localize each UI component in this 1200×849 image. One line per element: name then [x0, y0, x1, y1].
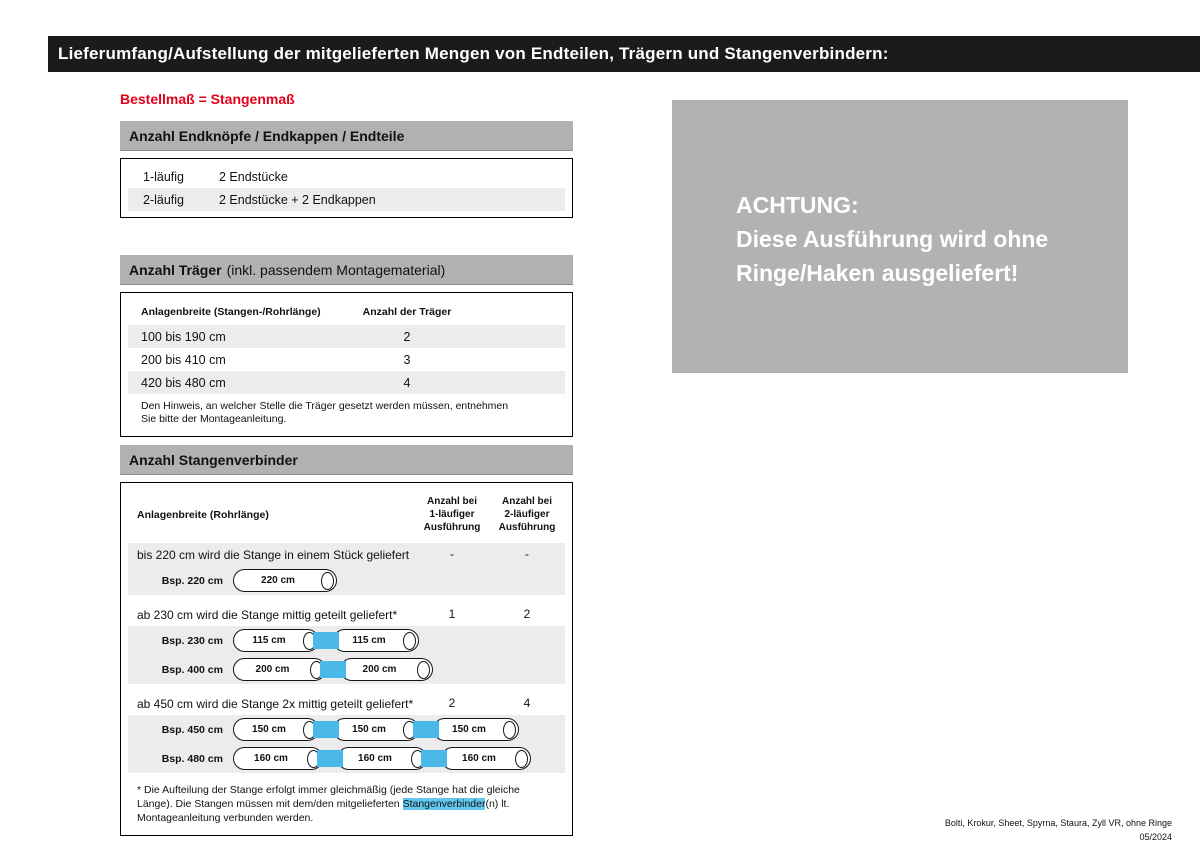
row-count: 2 [403, 329, 411, 344]
table-row [128, 188, 565, 211]
page-title: Lieferumfang/Aufstellung der mitgelieferten Mengen von Endteilen, Trägern und Stangenverbindern: [58, 44, 889, 63]
footnote-text: * Die Aufteilung der Stange erfolgt immer gleichmäßig (jede Stange hat die gleiche Länge). Die Stangen müssen mit dem/den mitgelieferten [137, 784, 520, 810]
row-value: 2 Endstücke [219, 169, 288, 184]
example-band [128, 626, 565, 684]
example-label: Bsp. 220 cm [161, 574, 223, 587]
order-size-note: Bestellmaß = Stangenmaß [120, 91, 295, 107]
example-label: Bsp. 450 cm [161, 723, 223, 736]
connector-group-3 [128, 692, 565, 773]
section-connectors-header [120, 445, 573, 475]
count-2laufig: - [525, 547, 529, 561]
row-range: 100 bis 190 cm [141, 329, 226, 344]
rod-diagram [233, 569, 337, 592]
example-row [128, 715, 565, 744]
column-header-count: Anzahl der Träger [362, 306, 452, 318]
group-description-row [128, 692, 565, 715]
rod-segment [340, 658, 433, 681]
rod-segment [233, 658, 326, 681]
count-1laufig: - [450, 547, 454, 561]
count-1laufig: 1 [448, 607, 456, 621]
rod-segment-label: 115 cm [252, 635, 286, 646]
example-row [128, 655, 565, 684]
section-brackets-header [120, 255, 573, 285]
table-row [128, 371, 565, 394]
column-header-2laufig: Anzahl bei 2-läufiger Ausführung [498, 496, 556, 533]
section-endpieces-title: Anzahl Endknöpfe / Endkappen / Endteile [129, 127, 405, 144]
connector-group-2 [128, 603, 565, 684]
rod-end-cap-icon [417, 661, 430, 679]
footnote-text: (n) lt. Montageanleitung verbunden werden. [137, 798, 510, 824]
connector-group-1 [128, 543, 565, 595]
attention-line: ACHTUNG: [736, 192, 859, 218]
rod-connector-icon [320, 661, 346, 678]
example-band [128, 715, 565, 773]
count-1laufig: 2 [448, 696, 456, 710]
group-description-row [128, 603, 565, 626]
rod-diagram [233, 658, 433, 681]
table-row [128, 325, 565, 348]
rod-diagram [233, 747, 531, 770]
rod-segment [337, 747, 427, 770]
rod-segment-label: 160 cm [358, 753, 392, 764]
section-brackets-table [120, 292, 573, 437]
column-header-width: Anlagenbreite (Stangen-/Rohrlänge) [141, 306, 321, 318]
rod-segment-label: 150 cm [452, 724, 486, 735]
brackets-note: Den Hinweis, an welcher Stelle die Träger gesetzt werden müssen, entnehmen Sie bitte der Montageanleitung. [141, 400, 509, 425]
group-description-row [128, 543, 565, 566]
row-value: 2 Endstücke + 2 Endkappen [219, 192, 376, 207]
rod-segment [233, 747, 323, 770]
count-2laufig: 4 [523, 696, 531, 710]
rod-connector-icon [413, 721, 439, 738]
group-description: ab 450 cm wird die Stange 2x mittig geteilt geliefert* [137, 696, 414, 711]
rod-connector-icon [317, 750, 343, 767]
connectors-footnote [128, 773, 565, 829]
footer-date: 05/2024 [1139, 832, 1172, 842]
rod-end-cap-icon [321, 572, 334, 590]
example-row [128, 744, 565, 773]
rod-segment-label: 200 cm [362, 664, 397, 675]
rod-connector-icon [313, 632, 339, 649]
section-brackets-title: Anzahl Träger [129, 261, 222, 278]
example-label: Bsp. 480 cm [161, 752, 223, 765]
example-row [128, 626, 565, 655]
rod-segment-label: 220 cm [261, 575, 295, 586]
row-count: 3 [403, 352, 411, 367]
rod-connector-icon [421, 750, 447, 767]
table-header-row [128, 489, 565, 543]
group-description: bis 220 cm wird die Stange in einem Stück geliefert [137, 547, 410, 562]
table-header-row [128, 299, 565, 325]
row-label: 1-läufig [143, 169, 184, 184]
column-header-1laufig: Anzahl bei 1-läufiger Ausführung [423, 496, 481, 533]
example-row [128, 566, 565, 595]
rod-end-cap-icon [503, 721, 516, 739]
section-endpieces-header [120, 121, 573, 151]
row-count: 4 [403, 375, 411, 390]
example-label: Bsp. 400 cm [161, 663, 223, 676]
rod-segment-label: 160 cm [462, 753, 496, 764]
column-header-width: Anlagenbreite (Rohrlänge) [137, 509, 269, 521]
row-label: 2-läufig [143, 192, 184, 207]
attention-line: Diese Ausführung wird ohne [736, 226, 1049, 252]
row-range: 200 bis 410 cm [141, 352, 226, 367]
rod-connector-icon [313, 721, 339, 738]
count-2laufig: 2 [523, 607, 531, 621]
rod-segment-label: 150 cm [252, 724, 286, 735]
table-row [128, 165, 565, 188]
section-connectors-table [120, 482, 573, 836]
rod-segment-label: 150 cm [352, 724, 386, 735]
rod-segment [233, 718, 319, 741]
rod-segment [233, 629, 319, 652]
rod-segment [333, 629, 419, 652]
rod-segment [441, 747, 531, 770]
rod-segment-label: 200 cm [255, 664, 290, 675]
attention-line: Ringe/Haken ausgeliefert! [736, 260, 1019, 286]
footnote-highlight: Stangenverbinder [402, 798, 486, 810]
attention-box [672, 100, 1128, 373]
rod-end-cap-icon [515, 750, 528, 768]
rod-segment-label: 160 cm [254, 753, 288, 764]
footer-models: Bolti, Krokur, Sheet, Spyrna, Staura, Zyll VR, ohne Ringe [944, 818, 1172, 828]
rod-segment-label: 115 cm [352, 635, 386, 646]
table-row [128, 348, 565, 371]
page-title-bar [48, 36, 1200, 72]
rod-diagram [233, 718, 519, 741]
group-description: ab 230 cm wird die Stange mittig geteilt geliefert* [137, 607, 398, 622]
page-footer [945, 816, 1172, 844]
row-range: 420 bis 480 cm [141, 375, 226, 390]
rod-segment [333, 718, 419, 741]
rod-end-cap-icon [403, 632, 416, 650]
rod-diagram [233, 629, 419, 652]
rod-segment [433, 718, 519, 741]
rod-segment [233, 569, 337, 592]
section-connectors-title: Anzahl Stangenverbinder [129, 451, 298, 468]
example-label: Bsp. 230 cm [161, 634, 223, 647]
section-brackets-title-note: (inkl. passendem Montagematerial) [226, 261, 446, 278]
section-endpieces-table [120, 158, 573, 218]
